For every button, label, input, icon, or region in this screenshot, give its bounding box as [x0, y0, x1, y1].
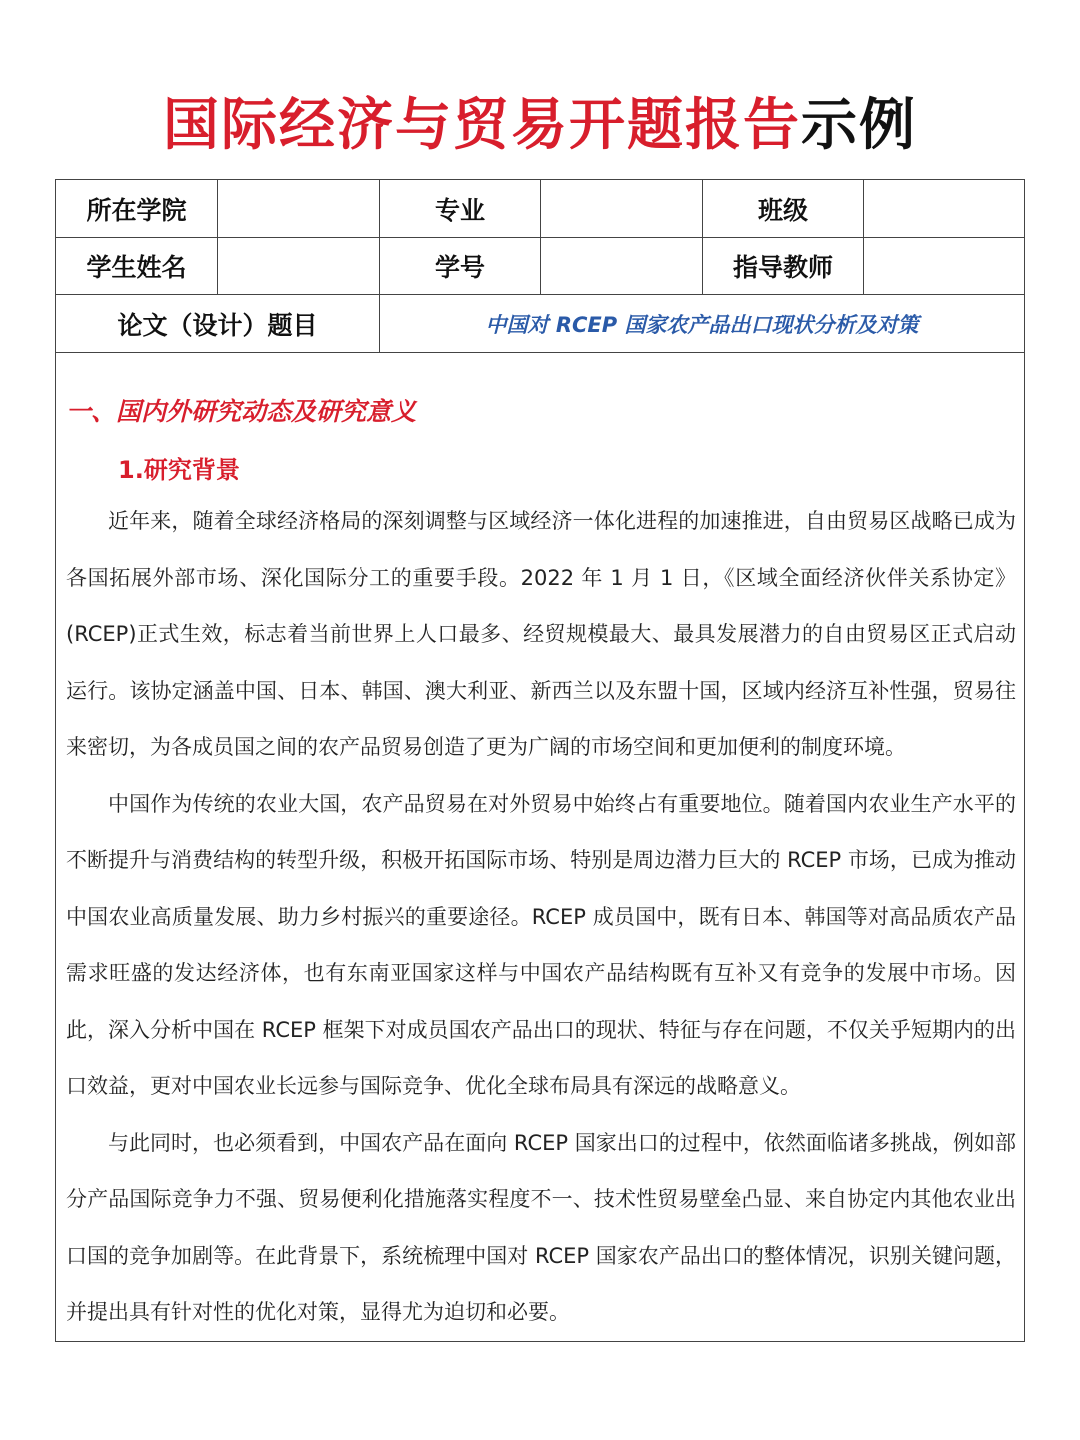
- thesis-title-label: 论文（设计）题目: [56, 295, 380, 352]
- form-row-1: [56, 180, 1024, 238]
- advisor-field[interactable]: [864, 238, 1024, 294]
- class-label: 班级: [703, 180, 864, 237]
- thesis-title-value: 中国对 RCEP 国家农产品出口现状分析及对策: [485, 312, 919, 337]
- page-title: [0, 88, 1080, 164]
- page-title-red: 国际经济与贸易开题报告: [163, 93, 801, 158]
- page-title-black: 示例: [801, 93, 917, 158]
- student-name-field[interactable]: [218, 238, 380, 294]
- section-heading: 一、国内外研究动态及研究意义: [66, 397, 417, 426]
- student-name-label: 学生姓名: [56, 238, 218, 294]
- college-label: 所在学院: [56, 180, 218, 237]
- report-form: [55, 179, 1025, 1342]
- class-field[interactable]: [864, 180, 1024, 237]
- form-row-3: [56, 295, 1024, 353]
- student-id-label: 学号: [380, 238, 541, 294]
- paragraphs: [66, 493, 1016, 1341]
- subsection-heading: 1.研究背景: [118, 456, 240, 484]
- advisor-label: 指导教师: [703, 238, 864, 294]
- major-field[interactable]: [541, 180, 703, 237]
- paragraph: 近年来，随着全球经济格局的深刻调整与区域经济一体化进程的加速推进，自由贸易区战略已成为各国拓展外部市场、深化国际分工的重要手段。2022 年 1 月 1 日，《区域全面经济伙伴关系协定》(RCEP)正式生效，标志着当前世界上人口最多、经贸规模最大、最具发展潜力的自由贸易区正式启动运行。该协定涵盖中国、日本、韩国、澳大利亚、新西兰以及东盟十国，区域内经济互补性强，贸易往来密切，为各成员国之间的农产品贸易创造了更为广阔的市场空间和更加便利的制度环境。: [66, 509, 1016, 759]
- paragraph: 中国作为传统的农业大国，农产品贸易在对外贸易中始终占有重要地位。随着国内农业生产水平的不断提升与消费结构的转型升级，积极开拓国际市场、特别是周边潜力巨大的 RCEP 市场，已成为推动中国农业高质量发展、助力乡村振兴的重要途径。RCEP 成员国中，既有日本、韩国等对高品质农产品需求旺盛的发达经济体，也有东南亚国家这样与中国农产品结构既有互补又有竞争的发展中市场。因此，深入分析中国在 RCEP 框架下对成员国农产品出口的现状、特征与存在问题，不仅关乎短期内的出口效益，更对中国农业长远参与国际竞争、优化全球布局具有深远的战略意义。: [66, 791, 1016, 1098]
- paragraph: 与此同时，也必须看到，中国农产品在面向 RCEP 国家出口的过程中，依然面临诸多挑战，例如部分产品国际竞争力不强、贸易便利化措施落实程度不一、技术性贸易壁垒凸显、来自协定内其他农业出口国的竞争加剧等。在此背景下，系统梳理中国对 RCEP 国家农产品出口的整体情况，识别关键问题，并提出具有针对性的优化对策，显得尤为迫切和必要。: [66, 1130, 1016, 1324]
- student-id-field[interactable]: [541, 238, 703, 294]
- college-field[interactable]: [218, 180, 380, 237]
- major-label: 专业: [380, 180, 541, 237]
- form-row-2: [56, 238, 1024, 295]
